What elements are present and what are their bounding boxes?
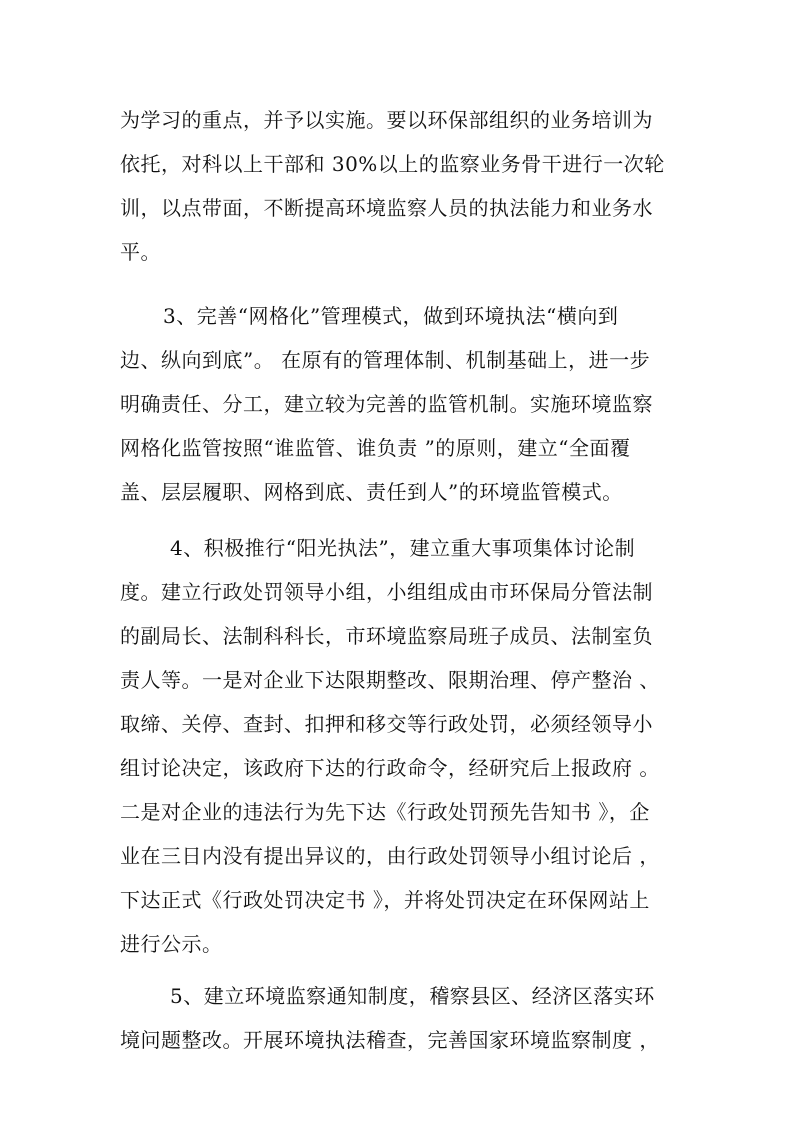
text-line: 训，以点带面，不断提高环境监察人员的执法能力和业务水 — [120, 196, 653, 220]
text-line: 取缔、关停、查封、扣押和移交等行政处罚，必须经领导小 — [120, 712, 653, 736]
text-line: 3、完善“网格化”管理模式，做到环境执法“横向到 — [163, 304, 619, 328]
text-line: 5、建立环境监察通知制度，稽察县区、经济区落实环 — [170, 984, 655, 1008]
text-line: 进行公示。 — [120, 932, 223, 956]
text-line: 网格化监管按照“谁监管、谁负责 ”的原则，建立“全面覆 — [120, 436, 631, 460]
text-line: 责人等。一是对企业下达限期整改、限期治理、停产整治 、 — [120, 668, 660, 692]
text-line: 的副局长、法制科科长，市环境监察局班子成员、法制室负 — [120, 624, 653, 648]
text-line: 业在三日内没有提出异议的，由行政处罚领导小组讨论后 ， — [120, 844, 660, 868]
text-line: 盖、层层履职、网格到底、责任到人”的环境监管模式。 — [120, 480, 623, 504]
text-line: 4、积极推行“阳光执法”，建立重大事项集体讨论制 — [170, 536, 636, 560]
text-line: 平。 — [120, 240, 161, 264]
text-line: 边、纵向到底”。 在原有的管理体制、机制基础上，进一步 — [120, 348, 651, 372]
text-line: 依托，对科以上干部和 30%以上的监察业务骨干进行一次轮 — [120, 152, 665, 176]
text-line: 下达正式《行政处罚决定书 》，并将处罚决定在环保网站上 — [120, 888, 650, 912]
text-line: 度。建立行政处罚领导小组，小组组成由市环保局分管法制 — [120, 580, 653, 604]
text-line: 境问题整改。开展环境执法稽查，完善国家环境监察制度 ， — [120, 1028, 660, 1052]
text-line: 为学习的重点，并予以实施。要以环保部组织的业务培训为 — [120, 108, 653, 132]
text-line: 二是对企业的违法行为先下达《行政处罚预先告知书 》，企 — [120, 800, 650, 824]
text-line: 明确责任、分工，建立较为完善的监管机制。实施环境监察 — [120, 392, 653, 416]
text-line: 组讨论决定，该政府下达的行政命令，经研究后上报政府 。 — [120, 756, 660, 780]
